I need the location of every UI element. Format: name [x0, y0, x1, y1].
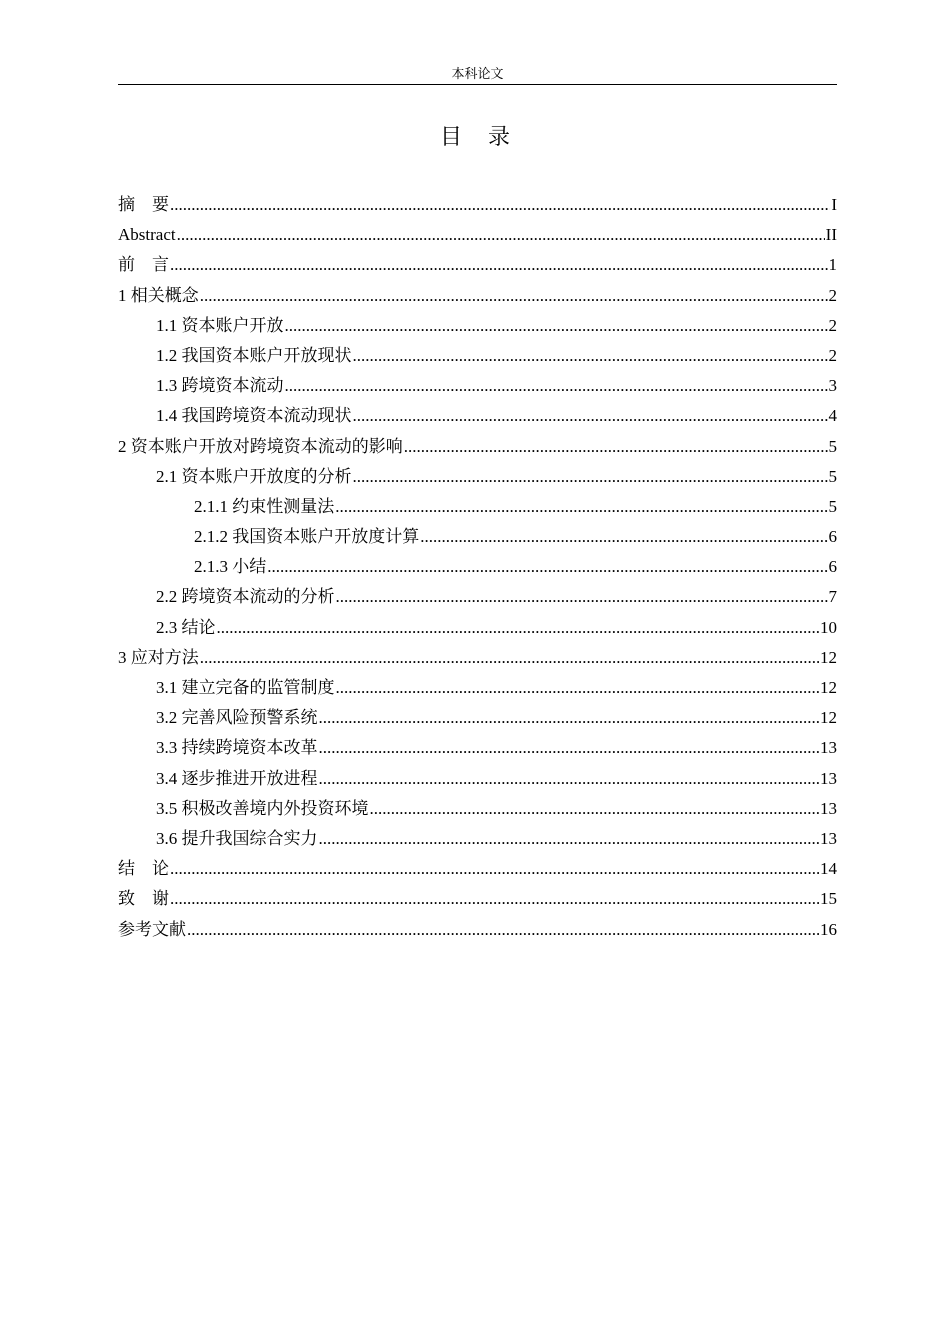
- toc-entry-page: 2: [828, 285, 837, 305]
- toc-entry-label: 1.1 资本账户开放: [156, 315, 284, 335]
- toc-entry[interactable]: [118, 613, 837, 643]
- toc-dot-leader: [353, 341, 828, 371]
- toc-entry-page: 14: [820, 859, 837, 879]
- toc-entry[interactable]: [118, 582, 837, 612]
- toc-dot-leader: [336, 582, 828, 612]
- toc-entry[interactable]: [118, 884, 837, 914]
- toc-entry-page: 16: [820, 919, 837, 939]
- toc-entry[interactable]: [118, 492, 837, 522]
- toc-dot-leader: [319, 764, 820, 794]
- toc-dot-leader: [285, 311, 828, 341]
- toc-dot-leader: [170, 250, 828, 280]
- toc-entry-label: Abstract: [118, 225, 176, 245]
- toc-dot-leader: [200, 643, 819, 673]
- toc-entry-page: 1: [828, 255, 837, 275]
- toc-entry[interactable]: [118, 522, 837, 552]
- toc-entry[interactable]: [118, 643, 837, 673]
- header-text: 本科论文: [451, 66, 504, 81]
- toc-dot-leader: [319, 703, 820, 733]
- toc-entry-page: II: [825, 225, 837, 245]
- toc-entry-label: 3.5 积极改善境内外投资环境: [156, 798, 369, 818]
- toc-entry[interactable]: [118, 733, 837, 763]
- toc-title: [0, 122, 950, 152]
- toc-entry-page: 5: [828, 496, 837, 516]
- toc-entry-label: 3.6 提升我国综合实力: [156, 828, 318, 848]
- toc-entry-page: 12: [820, 647, 837, 667]
- toc-dot-leader: [200, 281, 828, 311]
- toc-dot-leader: [177, 220, 825, 250]
- toc-entry-label: 2.3 结论: [156, 617, 216, 637]
- toc-entry-label: 结 论: [118, 859, 169, 879]
- toc-entry[interactable]: [118, 401, 837, 431]
- toc-entry[interactable]: [118, 824, 837, 854]
- toc-entry-page: 4: [828, 406, 837, 426]
- toc-entry-label: 1 相关概念: [118, 285, 199, 305]
- toc-list: [118, 190, 837, 945]
- toc-entry-page: 5: [828, 436, 837, 456]
- toc-entry[interactable]: [118, 794, 837, 824]
- toc-entry[interactable]: [118, 703, 837, 733]
- toc-entry-page: I: [831, 195, 837, 214]
- toc-entry[interactable]: [118, 462, 837, 492]
- toc-entry-label: 摘 要: [118, 195, 169, 214]
- toc-entry-page: 12: [820, 708, 837, 728]
- toc-entry-page: 7: [828, 587, 837, 607]
- toc-entry-label: 3.2 完善风险预警系统: [156, 708, 318, 728]
- toc-title-char-1: 目: [439, 124, 462, 149]
- toc-entry[interactable]: [118, 432, 837, 462]
- toc-entry-label: 2.1.1 约束性测量法: [194, 496, 335, 516]
- toc-entry-page: 5: [828, 466, 837, 486]
- toc-entry[interactable]: [118, 552, 837, 582]
- toc-entry-label: 致 谢: [118, 889, 169, 909]
- toc-entry-page: 13: [820, 738, 837, 758]
- toc-entry[interactable]: [118, 371, 837, 401]
- toc-entry-page: 15: [820, 889, 837, 909]
- toc-entry[interactable]: [118, 673, 837, 703]
- toc-entry-page: 13: [820, 798, 837, 818]
- toc-dot-leader: [353, 401, 828, 431]
- toc-dot-leader: [353, 462, 828, 492]
- toc-title-char-2: 录: [488, 124, 511, 149]
- toc-entry-label: 参考文献: [118, 919, 186, 939]
- toc-entry-label: 3.3 持续跨境资本改革: [156, 738, 318, 758]
- toc-dot-leader: [370, 794, 820, 824]
- toc-entry[interactable]: [118, 341, 837, 371]
- toc-entry-page: 12: [820, 678, 837, 697]
- toc-entry-label: 3.4 逐步推进开放进程: [156, 768, 318, 788]
- toc-dot-leader: [420, 522, 827, 552]
- toc-entry-label: 1.3 跨境资本流动: [156, 376, 284, 396]
- toc-entry[interactable]: [118, 250, 837, 280]
- toc-entry[interactable]: [118, 220, 837, 250]
- toc-entry-page: 13: [820, 828, 837, 848]
- toc-entry-label: 1.2 我国资本账户开放现状: [156, 345, 352, 365]
- toc-entry-page: 6: [828, 557, 837, 577]
- toc-dot-leader: [335, 492, 827, 522]
- toc-entry-page: 6: [828, 527, 837, 547]
- toc-entry-label: 2 资本账户开放对跨境资本流动的影响: [118, 436, 403, 456]
- toc-dot-leader: [267, 552, 827, 582]
- toc-entry[interactable]: [118, 281, 837, 311]
- toc-entry[interactable]: [118, 854, 837, 884]
- toc-entry[interactable]: [118, 764, 837, 794]
- toc-dot-leader: [404, 432, 828, 462]
- toc-entry[interactable]: [118, 190, 837, 220]
- toc-dot-leader: [170, 854, 819, 884]
- toc-dot-leader: [217, 613, 820, 643]
- toc-entry-label: 2.1.2 我国资本账户开放度计算: [194, 527, 420, 547]
- toc-entry-label: 2.1 资本账户开放度的分析: [156, 466, 352, 486]
- toc-entry[interactable]: [118, 915, 837, 945]
- toc-dot-leader: [170, 884, 819, 914]
- toc-entry[interactable]: [118, 311, 837, 341]
- toc-dot-leader: [285, 371, 828, 401]
- toc-dot-leader: [319, 824, 820, 854]
- toc-entry-label: 2.1.3 小结: [194, 557, 267, 577]
- toc-entry-label: 前 言: [118, 255, 169, 275]
- toc-entry-page: 13: [820, 768, 837, 788]
- toc-entry-page: 10: [820, 617, 837, 637]
- toc-entry-page: 3: [828, 376, 837, 396]
- toc-dot-leader: [336, 673, 820, 703]
- toc-entry-label: 1.4 我国跨境资本流动现状: [156, 406, 352, 426]
- toc-entry-page: 2: [828, 345, 837, 365]
- toc-dot-leader: [319, 733, 820, 763]
- toc-entry-label: 2.2 跨境资本流动的分析: [156, 587, 335, 607]
- toc-dot-leader: [187, 915, 819, 945]
- toc-entry-label: 3.1 建立完备的监管制度: [156, 678, 335, 697]
- toc-entry-label: 3 应对方法: [118, 647, 199, 667]
- toc-dot-leader: [170, 190, 830, 220]
- toc-entry-page: 2: [828, 315, 837, 335]
- page-header: [118, 64, 837, 85]
